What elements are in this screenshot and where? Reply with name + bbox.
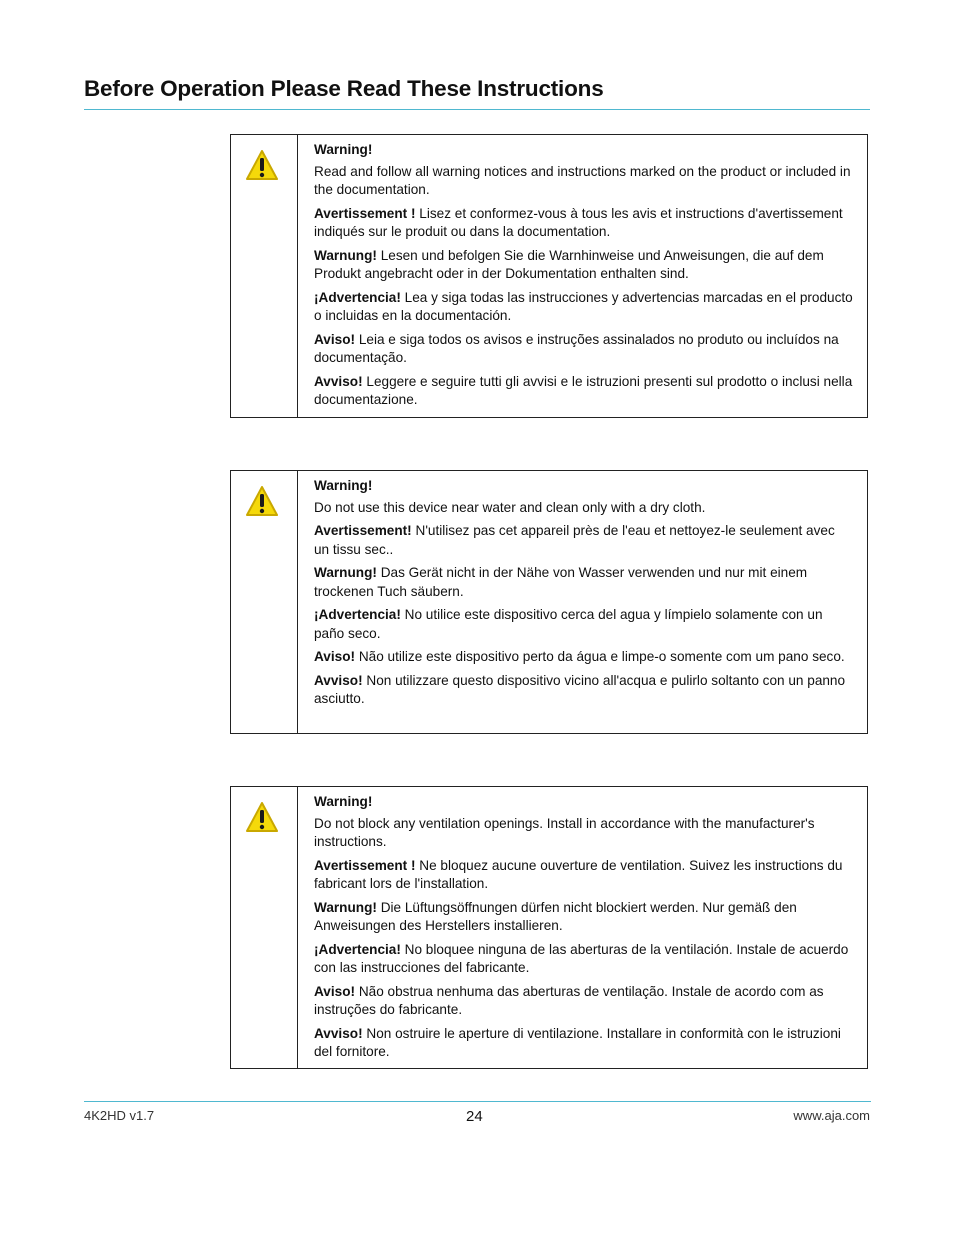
translation-text: Lesen und befolgen Sie die Warnhinweise und Anweisungen, die auf dem Produkt angebracht oder in der Dokumentation enthalten sind.: [314, 247, 824, 281]
page-title: Before Operation Please Read These Instructions: [84, 76, 604, 101]
warning-translation: [314, 941, 853, 978]
translation-label: ¡Advertencia!: [314, 289, 401, 305]
header-rule: [84, 109, 870, 110]
translation-text: No bloquee ninguna de las aberturas de la ventilación. Instale de acuerdo con las instrucciones del fabricante.: [314, 941, 849, 975]
footer-website: www.aja.com: [793, 1108, 870, 1123]
translation-text: Leggere e seguire tutti gli avvisi e le istruzioni presenti sul prodotto o inclusi nella documentazione.: [314, 373, 853, 407]
warning-triangle-icon: [245, 485, 279, 517]
warning-translation: [314, 564, 853, 601]
translation-text: Não obstrua nenhuma das aberturas de ventilação. Instale de acordo com as instruções do fabricante.: [314, 983, 824, 1017]
warning-text: [298, 471, 867, 733]
footer-doc-version: 4K2HD v1.7: [84, 1108, 155, 1123]
translation-label: Warnung!: [314, 899, 377, 915]
translation-text: Lea y siga todas las instrucciones y advertencias marcadas en el producto o incluidas en la documentación.: [314, 289, 853, 323]
warning-translation: [314, 522, 853, 559]
translation-label: Aviso!: [314, 649, 356, 664]
warning-translation: [314, 1025, 853, 1062]
warning-translation: [314, 983, 853, 1020]
warning-translation: [314, 899, 853, 936]
translation-text: Não utilize este dispositivo perto da água e limpe-o somente com um pano seco.: [355, 649, 845, 664]
warning-box: [230, 470, 868, 734]
warning-heading: Warning!: [314, 142, 373, 157]
translation-label: Avertissement !: [314, 857, 416, 873]
warning-english: Do not block any ventilation openings. Install in accordance with the manufacturer's instructions.: [314, 815, 815, 849]
translation-label: Avertissement!: [314, 523, 412, 538]
warning-heading: Warning!: [314, 794, 373, 809]
translation-label: Avviso!: [314, 672, 363, 688]
translation-text: Leia e siga todos os avisos e instruções assinalados no produto ou incluídos na documentação.: [314, 331, 839, 365]
translation-text: Ne bloquez aucune ouverture de ventilation. Suivez les instructions du fabricant lors de l'installation.: [314, 857, 843, 891]
warning-box: [230, 134, 868, 418]
footer-rule: [84, 1101, 871, 1102]
translation-text: N'utilisez pas cet appareil près de l'eau et nettoyez-le seulement avec un tissu sec..: [314, 523, 835, 557]
translation-label: Warnung!: [314, 247, 377, 263]
warning-box: [230, 786, 868, 1069]
warning-translation: [314, 247, 853, 284]
icon-cell: [231, 471, 298, 733]
warning-english: Do not use this device near water and clean only with a dry cloth.: [314, 499, 706, 515]
translation-label: Aviso!: [314, 331, 356, 347]
translation-text: No utilice este dispositivo cerca del agua y límpielo solamente con un paño seco.: [314, 607, 823, 641]
translation-label: ¡Advertencia!: [314, 941, 401, 957]
translation-label: ¡Advertencia!: [314, 607, 401, 622]
warning-translation: [314, 289, 853, 326]
warning-translation: [314, 648, 853, 667]
translation-text: Non utilizzare questo dispositivo vicino all'acqua e pulirlo soltanto con un panno asciutto.: [314, 672, 846, 706]
translation-label: Avviso!: [314, 373, 363, 389]
warning-translation: [314, 857, 853, 894]
translation-text: Das Gerät nicht in der Nähe von Wasser verwenden und nur mit einem trockenen Tuch säubern.: [314, 565, 808, 599]
translation-text: Die Lüftungsöffnungen dürfen nicht blockiert werden. Nur gemäß den Anweisungen des Herstellers installieren.: [314, 899, 797, 933]
warning-translation: [314, 672, 853, 709]
icon-cell: [231, 787, 298, 1068]
warning-text: [298, 787, 867, 1068]
translation-label: Avertissement !: [314, 205, 416, 221]
icon-cell: [231, 135, 298, 417]
warning-translation: [314, 205, 853, 242]
warning-triangle-icon: [245, 149, 279, 181]
translation-label: Aviso!: [314, 983, 356, 999]
translation-label: Warnung!: [314, 565, 377, 580]
warning-triangle-icon: [245, 801, 279, 833]
warning-translation: [314, 606, 853, 643]
warning-english: Read and follow all warning notices and instructions marked on the product or included in the documentation.: [314, 163, 851, 197]
warning-heading: Warning!: [314, 478, 373, 493]
translation-text: Non ostruire le aperture di ventilazione. Installare in conformità con le istruzioni del fornitore.: [314, 1025, 841, 1059]
translation-text: Lisez et conformez-vous à tous les avis et instructions d'avertissement indiqués sur le produit ou dans la documentation.: [314, 205, 843, 239]
translation-label: Avviso!: [314, 1025, 363, 1041]
footer-page-number: 24: [466, 1108, 483, 1125]
warning-translation: [314, 331, 853, 368]
warning-text: [298, 135, 867, 417]
warning-translation: [314, 373, 853, 410]
